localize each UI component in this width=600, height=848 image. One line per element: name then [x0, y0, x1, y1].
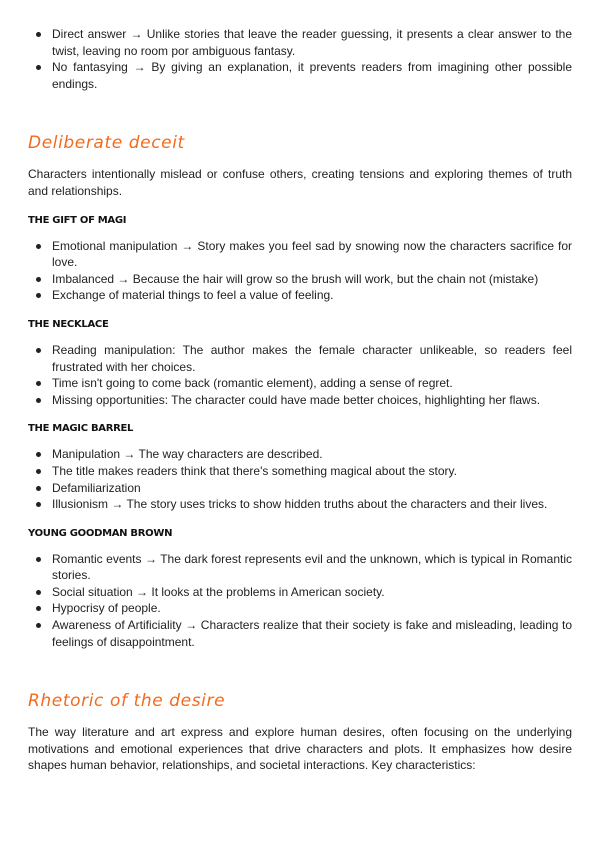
section-heading-deliberate-deceit: Deliberate deceit — [28, 133, 185, 154]
subsection-list — [28, 238, 572, 304]
subsection-heading-magic-barrel: THE MAGIC BARREL — [28, 423, 134, 435]
list-item: Social situation → It looks at the problems in American society. — [52, 584, 572, 601]
subsection-list — [28, 342, 572, 408]
list-item: Emotional manipulation → Story makes you feel sad by snowing now the characters sacrifice for love. — [52, 238, 572, 270]
list-item: Direct answer → Unlike stories that leave the reader guessing, it presents a clear answer to the twist, leaving no room por ambiguous fantasy. — [52, 27, 572, 58]
list-item: Time isn't going to come back (romantic element), adding a sense of regret. — [52, 375, 572, 392]
list-item: Awareness of Artificiality → Characters realize that their society is fake and misleading, leading to feelings of disappointment. — [52, 618, 572, 649]
subsection-list — [28, 551, 572, 651]
list-item: Reading manipulation: The author makes the female character unlikeable, so readers feel frustrated with her choices. — [52, 342, 572, 374]
section-heading-rhetoric-of-desire: Rhetoric of the desire — [28, 691, 226, 712]
intro-list — [28, 26, 572, 92]
list-item: Missing opportunities: The character could have made better choices, highlighting her flaws. — [52, 392, 572, 409]
list-item: Exchange of material things to feel a value of feeling. — [52, 287, 572, 304]
subsection-heading-young-goodman-brown: YOUNG GOODMAN BROWN — [28, 527, 173, 539]
section-description: Characters intentionally mislead or confuse others, creating tensions and exploring themes of truth and relationships. — [28, 167, 572, 198]
list-item: Romantic events → The dark forest represents evil and the unknown, which is typical in Romantic stories. — [52, 551, 572, 583]
list-item: Illusionism → The story uses tricks to show hidden truths about the characters and their lives. — [52, 496, 572, 513]
subsection-list — [28, 446, 572, 512]
subsection-heading-gift-of-magi: THE GIFT OF MAGI — [28, 214, 127, 226]
list-item: Manipulation → The way characters are described. — [52, 446, 572, 463]
list-item: The title makes readers think that there's something magical about the story. — [52, 463, 572, 480]
list-item: Hypocrisy of people. — [52, 600, 572, 617]
list-item: Defamiliarization — [52, 480, 572, 497]
subsection-heading-the-necklace: THE NECKLACE — [28, 318, 109, 330]
list-item: No fantasying → By giving an explanation, it prevents readers from imagining other possible endings. — [52, 60, 572, 91]
list-item: Imbalanced → Because the hair will grow so the brush will work, but the chain not (mistake) — [52, 271, 572, 288]
section-description: The way literature and art express and explore human desires, often focusing on the underlying motivations and emotional experiences that drive characters and plots. It emphasizes how desire shapes human behavior, relationships, and societal interactions. Key characteristics: — [28, 725, 572, 773]
